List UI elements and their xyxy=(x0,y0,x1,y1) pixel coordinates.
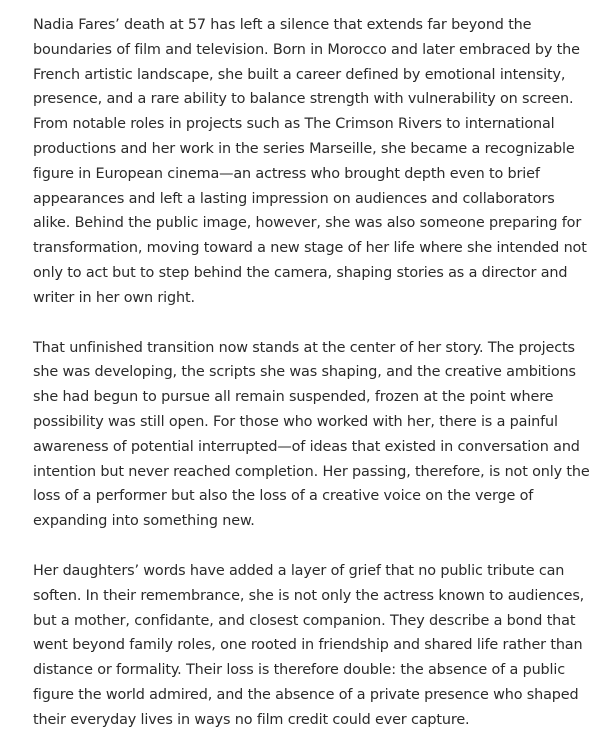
paragraph-3: Her daughters’ words have added a layer of grief that no public tribute can soften. In their remembrance, she is not only the actress known to audiences, but a mother, confidante, and closest companion. They describe a bond that went beyond family roles, one rooted in friendship and shared life rather than distance or formality. Their loss is therefore double: the absence of a public figure the world admired, and the absence of a private presence who shaped their everyday lives in ways no film credit could ever capture. xyxy=(33,562,585,728)
article-body xyxy=(33,13,593,733)
paragraph-1: Nadia Fares’ death at 57 has left a silence that extends far beyond the boundaries of film and television. Born in Morocco and later embraced by the French artistic landscape, she built a career defined by emotional intensity, presence, and a rare ability to balance strength with vulnerability on screen. From notable roles in projects such as The Crimson Rivers to international productions and her work in the series Marseille, she became a recognizable figure in European cinema—an actress who brought depth even to brief appearances and left a lasting impression on audiences and collaborators alike. Behind the public image, however, she was also someone preparing for transformation, moving toward a new stage of her life where she intended not only to act but to step behind the camera, shaping stories as a director and writer in her own right. xyxy=(33,17,587,306)
paragraph-2: That unfinished transition now stands at the center of her story. The projects she was developing, the scripts she was shaping, and the creative ambitions she had begun to pursue all remain suspended, frozen at the point where possibility was still open. For those who worked with her, there is a painful awareness of potential interrupted—of ideas that existed in conversation and intention but never reached completion. Her passing, therefore, is not only the loss of a performer but also the loss of a creative voice on the verge of expanding into something new. xyxy=(33,339,590,530)
